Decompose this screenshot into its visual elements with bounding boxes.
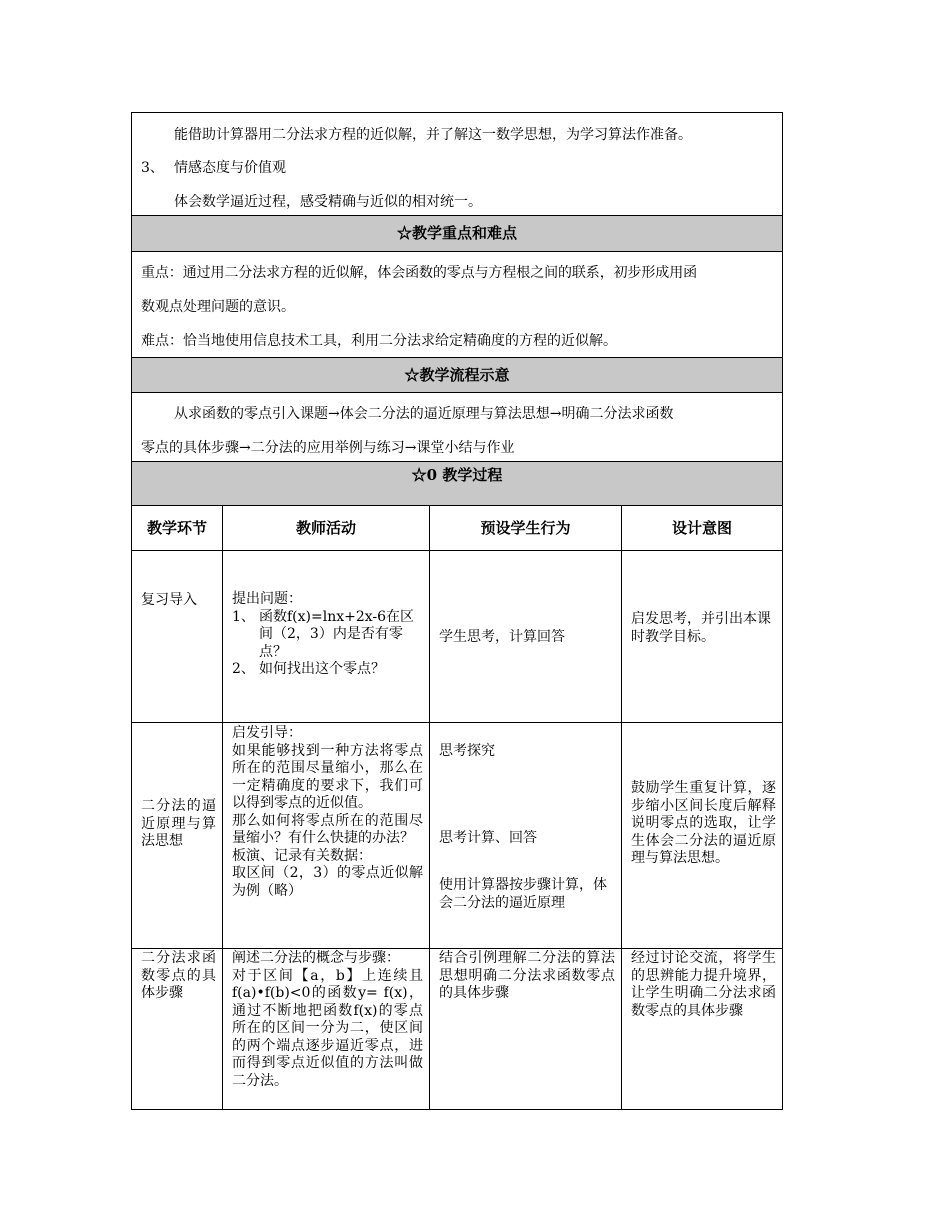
intent-cell <box>622 551 782 722</box>
question-number: 1、 <box>232 608 255 625</box>
student-behavior: 思考计算、回答 <box>439 829 537 846</box>
teacher-cell <box>223 723 430 948</box>
stage-label: 二分法的逼近原理与算法思想 <box>141 798 216 849</box>
teacher-line: 对于区间【a，b】上连续且f(a)•f(b)<0的函数y= f(x)，通过不断地把函数f(x)的零点所在的区间一分为二，使区间的两个端点逐步逼近零点，进而得到零点近似值的方法叫做二分法。 <box>232 967 423 1089</box>
student-cell <box>430 723 622 948</box>
objectives-section <box>132 113 782 216</box>
teacher-line: 板演、记录有关数据： <box>232 847 372 864</box>
stage-cell <box>132 723 223 948</box>
student-behavior: 使用计算器按步骤计算，体会二分法的逼近原理 <box>439 877 607 911</box>
student-behavior: 学生思考，计算回答 <box>439 629 565 645</box>
student-behavior: 结合引例理解二分法的算法思想明确二分法求函数零点的具体步骤 <box>439 950 615 1001</box>
column-header-intent: 设计意图 <box>671 519 732 537</box>
question-text: 如何找出这个零点？ <box>259 661 385 677</box>
flow-line-2: 零点的具体步骤→二分法的应用举例与练习→课堂小结与作业 <box>141 440 515 456</box>
teacher-line: 那么如何将零点所在的范围尽量缩小？有什么快捷的办法？ <box>232 812 423 846</box>
design-intent: 经过讨论交流，将学生的思辨能力提升境界，让学生明确二分法求函数零点的具体步骤 <box>631 950 776 1019</box>
teacher-cell <box>223 949 430 1109</box>
question-list <box>232 609 423 679</box>
table-row <box>132 723 782 949</box>
student-cell <box>430 551 622 722</box>
student-behavior: 思考探究 <box>439 743 495 759</box>
column-header-teacher: 教师活动 <box>223 506 430 550</box>
question-number: 2、 <box>232 661 255 677</box>
list-item <box>232 661 423 679</box>
flow-heading: ☆教学流程示意 <box>132 358 782 393</box>
teacher-line: 取区间（2，3）的零点近似解为例（略） <box>232 865 423 899</box>
design-intent: 鼓励学生重复计算，逐步缩小区间长度后解释说明零点的选取，让学生体会二分法的逼近原理与算法思想。 <box>631 780 776 866</box>
column-header-student: 预设学生行为 <box>430 506 622 550</box>
teacher-line: 启发引导： <box>232 725 302 741</box>
key-points-section <box>132 252 782 358</box>
column-header-stage: 教学环节 <box>132 506 223 550</box>
key-points-heading: ☆教学重点和难点 <box>132 216 782 252</box>
student-cell <box>430 949 622 1109</box>
objective-item-3 <box>132 160 782 177</box>
intent-cell <box>622 723 782 948</box>
list-item <box>232 609 423 662</box>
flow-line-1: 从求函数的零点引入课题→体会二分法的逼近原理与算法思想→明确二分法求函数 <box>174 406 674 422</box>
teacher-line: 如果能够找到一种方法将零点所在的范围尽量缩小，那么在一定精确度的要求下，我们可以得到零点的近似值。 <box>232 742 423 811</box>
teacher-line: 阐述二分法的概念与步骤： <box>232 950 400 966</box>
stage-cell <box>132 949 223 1109</box>
table-row <box>132 551 782 723</box>
process-heading: ☆0 教学过程 <box>132 462 782 506</box>
teacher-intro: 提出问题： <box>232 591 302 607</box>
stage-cell <box>132 551 223 722</box>
question-text: 函数f(x)=lnx+2x-6在区间（2，3）内是否有零点？ <box>259 608 415 660</box>
design-intent: 启发思考，并引出本课时教学目标。 <box>631 611 771 645</box>
stage-label: 二分法求函数零点的具体步骤 <box>141 950 216 1001</box>
stage-label: 复习导入 <box>141 592 197 608</box>
flow-section <box>132 393 782 462</box>
intent-cell <box>622 949 782 1109</box>
objective-item-3-number: 3、 <box>141 160 164 176</box>
lesson-plan-table <box>131 112 783 1110</box>
focus-line-2: 数观点处理问题的意识。 <box>141 299 295 315</box>
teacher-cell <box>223 551 430 722</box>
objective-text-1: 能借助计算器用二分法求方程的近似解，并了解这一数学思想，为学习算法作准备。 <box>174 127 692 143</box>
process-table-header <box>132 506 782 551</box>
focus-line-1: 重点：通过用二分法求方程的近似解，体会函数的零点与方程根之间的联系，初步形成用函 <box>141 265 697 281</box>
difficulty-line: 难点：恰当地使用信息技术工具，利用二分法求给定精确度的方程的近似解。 <box>141 333 617 349</box>
objective-text-3: 体会数学逼近过程，感受精确与近似的相对统一。 <box>174 194 482 210</box>
objective-item-3-title: 情感态度与价值观 <box>174 160 286 176</box>
table-row <box>132 949 782 1109</box>
